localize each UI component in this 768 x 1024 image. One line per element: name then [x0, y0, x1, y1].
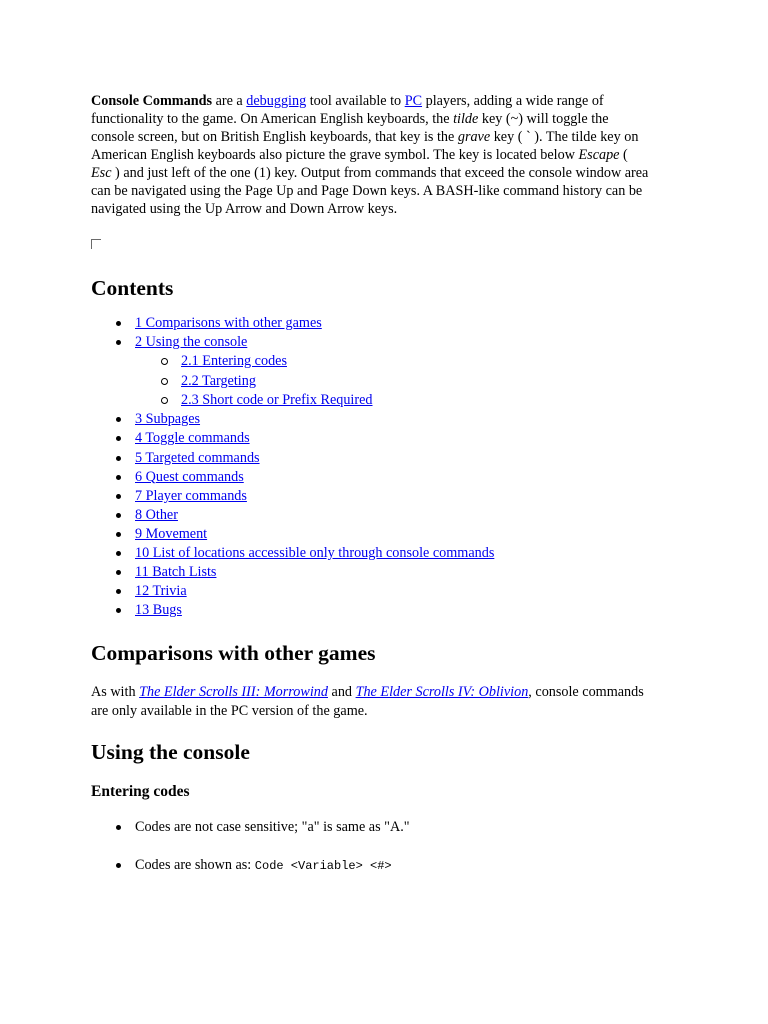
broken-image-icon	[91, 239, 101, 249]
toc-link-bugs[interactable]: 13 Bugs	[135, 602, 182, 619]
toc-link-using-console[interactable]: 2 Using the console	[135, 334, 248, 351]
entering-codes-list	[91, 818, 651, 876]
intro-text: key (~) will toggle the console screen, but on British English keyboards, that key is the	[91, 111, 609, 145]
code-format-note: Codes are shown as:	[135, 857, 255, 874]
toc-link-quest-commands[interactable]: 6 Quest commands	[135, 468, 244, 485]
toc-link-locations[interactable]: 10 List of locations accessible only through console commands	[135, 545, 495, 562]
link-morrowind[interactable]: The Elder Scrolls III: Morrowind	[139, 684, 328, 701]
toc-item	[91, 506, 651, 525]
toc-subitem	[91, 352, 651, 371]
intro-text: ) and just left of the one (1) key. Output from commands that exceed the console window area can be navigated using the Page Up and Page Down keys. A BASH-like command history can be navigated using the Up Arrow and Down Arrow keys.	[91, 165, 649, 217]
toc-item	[91, 582, 651, 601]
intro-term: Console Commands	[91, 93, 213, 109]
toc-link-comparisons[interactable]: 1 Comparisons with other games	[135, 315, 322, 331]
toc-link-targeted-commands[interactable]: 5 Targeted commands	[135, 449, 260, 466]
toc-item	[91, 410, 651, 429]
intro-tilde-word: tilde	[453, 111, 479, 127]
toc-link-batch-lists[interactable]: 11 Batch Lists	[135, 564, 217, 581]
link-debugging[interactable]: debugging	[246, 93, 307, 109]
case-sensitivity-note: Codes are not case sensitive; "a" is same as "A."	[135, 819, 410, 836]
toc-item	[91, 525, 651, 544]
comparisons-text: , console commands are only available in the PC version of the game.	[91, 684, 644, 720]
comparisons-heading: Comparisons with other games	[91, 641, 376, 666]
toc-item	[91, 487, 651, 506]
toc-item	[91, 314, 651, 333]
intro-escape-word: Escape	[578, 147, 620, 163]
toc-item	[91, 429, 651, 448]
toc-link-entering-codes[interactable]: 2.1 Entering codes	[181, 353, 287, 370]
toc-link-trivia[interactable]: 12 Trivia	[135, 583, 187, 600]
intro-esc-word: Esc	[91, 165, 112, 181]
toc-item	[91, 601, 651, 620]
toc-link-player-commands[interactable]: 7 Player commands	[135, 487, 247, 504]
toc-link-subpages[interactable]: 3 Subpages	[135, 411, 201, 428]
toc-subitem	[91, 391, 651, 410]
toc-item	[91, 563, 651, 582]
toc-link-targeting[interactable]: 2.2 Targeting	[181, 372, 256, 389]
toc-item	[91, 449, 651, 468]
toc-link-movement[interactable]: 9 Movement	[135, 525, 208, 542]
toc-item	[91, 544, 651, 563]
contents-heading: Contents	[91, 276, 174, 300]
toc-link-toggle-commands[interactable]: 4 Toggle commands	[135, 430, 250, 447]
list-item	[91, 818, 651, 837]
code-format-sample: Code <Variable> <#>	[254, 859, 392, 874]
toc-item	[91, 468, 651, 487]
intro-paragraph	[91, 92, 651, 218]
comparisons-text: and	[327, 684, 356, 701]
list-item	[91, 856, 651, 876]
link-oblivion[interactable]: The Elder Scrolls IV: Oblivion	[355, 684, 529, 701]
link-pc[interactable]: PC	[404, 93, 423, 109]
comparisons-text: As with	[91, 684, 140, 701]
table-of-contents	[91, 314, 651, 620]
intro-text: key ( ` ). The tilde key on American English keyboards also picture the grave symbol. The key is located below	[91, 129, 639, 163]
using-console-heading: Using the console	[91, 740, 250, 765]
article-body	[91, 92, 651, 876]
toc-item	[91, 333, 651, 352]
intro-text: (	[619, 147, 628, 163]
comparisons-paragraph	[91, 683, 651, 721]
entering-codes-heading: Entering codes	[91, 783, 190, 801]
intro-text: tool available to	[306, 93, 405, 109]
toc-subitem	[91, 372, 651, 391]
toc-link-short-code[interactable]: 2.3 Short code or Prefix Required	[181, 391, 373, 408]
toc-link-other[interactable]: 8 Other	[135, 506, 178, 523]
intro-text: are a	[212, 93, 247, 109]
intro-text: players, adding a wide range of functionality to the game. On American English keyboards, the	[91, 93, 604, 127]
intro-grave-word: grave	[457, 129, 491, 145]
